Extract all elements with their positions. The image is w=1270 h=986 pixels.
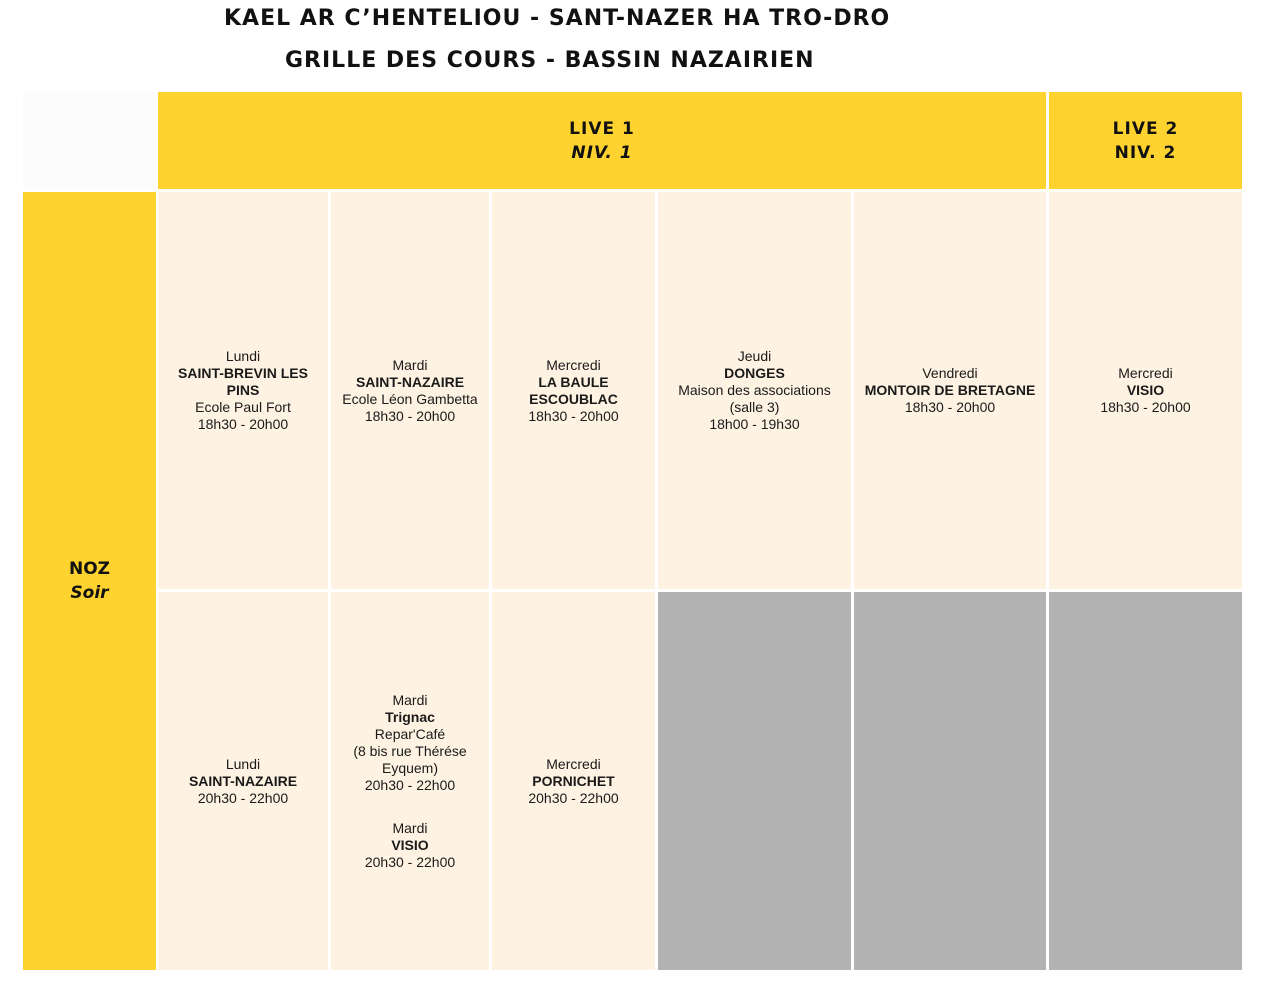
course-place: Ecole Paul Fort: [195, 399, 291, 415]
course-day: Mardi: [392, 819, 428, 836]
course-city: VISIO: [391, 836, 429, 853]
course-city: MONTOIR DE BRETAGNE: [864, 382, 1036, 398]
course-day: Jeudi: [737, 348, 772, 364]
course-day: Mercredi: [1118, 365, 1173, 381]
course-day: Mercredi: [546, 755, 601, 772]
course-day: Mercredi: [546, 356, 601, 373]
course-cell: [158, 192, 328, 589]
grid-corner: [23, 92, 156, 189]
course-city: SAINT-BREVIN LES PINS: [178, 365, 308, 398]
course-time: 18h30 - 20h00: [1100, 399, 1191, 415]
course-city: SAINT-NAZAIRE: [188, 772, 298, 789]
course-time: 18h30 - 20h00: [197, 416, 289, 432]
course-cell: [1049, 192, 1242, 589]
empty-cell: [1049, 592, 1242, 970]
empty-cell: [854, 592, 1046, 970]
course-day: Mardi: [392, 356, 428, 373]
course-city: Trignac: [385, 708, 435, 725]
row-header-sublabel: Soir: [70, 583, 109, 603]
course-cell: [492, 592, 655, 970]
course-cell: [158, 592, 328, 970]
page-subtitle: GRILLE DES COURS - BASSIN NAZAIRIEN: [285, 48, 815, 73]
header-live1: [158, 92, 1046, 189]
course-place: Maison des associations (salle 3): [678, 382, 831, 415]
header-live2-level: NIV. 2: [1114, 142, 1177, 163]
empty-cell: [658, 592, 851, 970]
header-live1-title: LIVE 1: [569, 118, 635, 139]
course-city: SAINT-NAZAIRE: [355, 373, 465, 390]
course-time: 18h30 - 20h00: [528, 407, 619, 424]
course-day: Vendredi: [922, 365, 978, 381]
course-city: PORNICHET: [532, 772, 615, 789]
course-city: DONGES: [724, 365, 785, 381]
course-cell: [331, 592, 489, 970]
course-entry: [365, 820, 455, 871]
course-day: Lundi: [225, 755, 261, 772]
course-time: 20h30 - 22h00: [364, 853, 456, 870]
course-cell: [492, 192, 655, 589]
course-time: 18h00 - 19h30: [709, 416, 800, 432]
course-city: VISIO: [1126, 382, 1165, 398]
course-place: Repar'Café: [374, 725, 446, 742]
page-title: KAEL AR C’HENTELIOU - SANT-NAZER HA TRO-DRO: [224, 6, 891, 31]
row-header-noz: [23, 192, 156, 970]
header-live2: [1049, 92, 1242, 189]
course-day: Lundi: [225, 348, 261, 364]
course-time: 20h30 - 22h00: [528, 789, 619, 806]
course-entry: [345, 692, 475, 794]
course-cell: [854, 192, 1046, 589]
row-header-label: NOZ: [68, 559, 110, 579]
course-time: 20h30 - 22h00: [364, 776, 456, 793]
header-live2-title: LIVE 2: [1112, 118, 1179, 139]
course-time: 18h30 - 20h00: [904, 399, 996, 415]
course-time: 20h30 - 22h00: [197, 789, 289, 806]
course-cell: [658, 192, 851, 589]
course-place: Ecole Léon Gambetta: [342, 390, 478, 407]
course-cell: [331, 192, 489, 589]
header-live1-level: NIV. 1: [571, 142, 633, 163]
course-city: LA BAULE ESCOUBLAC: [529, 373, 618, 407]
course-time: 18h30 - 20h00: [364, 407, 456, 424]
course-address: (8 bis rue Thérése Eyquem): [353, 742, 467, 776]
course-day: Mardi: [392, 691, 428, 708]
